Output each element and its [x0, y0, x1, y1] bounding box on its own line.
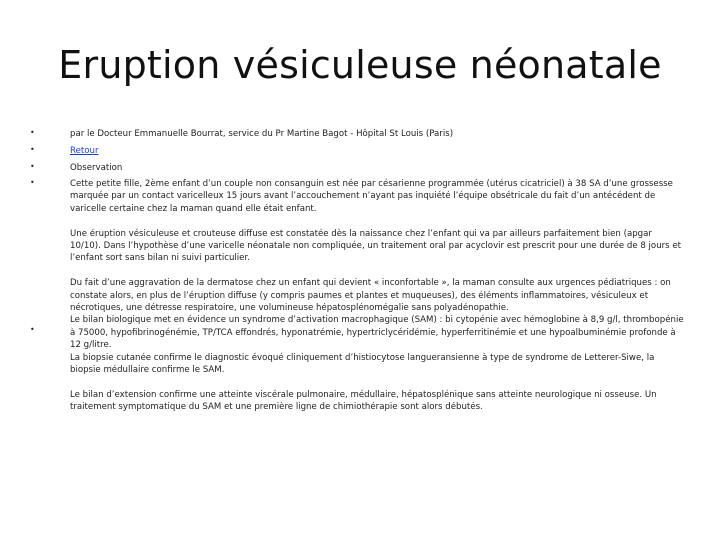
observation-heading: Observation — [70, 163, 123, 173]
observation-paragraph: La biopsie cutanée confirme le diagnostic évoqué cliniquement d’histiocytose langueransienne à type de syndrome de Letterer-Siwe, la biopsie médullaire confirme le SAM. — [70, 352, 655, 376]
observation-paragraph: Du fait d’une aggravation de la dermatose chez un enfant qui devient « inconfortable », la maman consulte aux urgences pédiatriques : on constate alors, en plus de l’éruption diffuse (y compris paumes et plantes et muqueuses), des éléments inflammatoires, vésiculeux et nécrotiques, une détresse respiratoire, une volumineuse hépatosplénomégalie sans polyadénopathie. — [70, 278, 671, 314]
back-link[interactable]: Retour — [70, 146, 99, 156]
observation-paragraph: Le bilan biologique met en évidence un syndrome d’activation macrophagique (SAM) : bi cytopénie avec hémoglobine à 8,9 g/l, thrombopénie à 75000, hypofibrinogénémie, TP/TCA effondrés, hyponatrémie, hypertriclycéridémie, hyperferritinémie et une hypoalbuminémie profonde à 12 g/litre. — [70, 315, 684, 351]
observation-body — [70, 178, 684, 414]
observation-paragraph: Le bilan d’extension confirme une atteinte viscérale pulmonaire, médullaire, hépatosplénique sans atteinte neurologique ni osseuse. Un traitement symptomatique du SAM et une première ligne de chimiothérapie sont alors débutés. — [70, 389, 657, 413]
observation-paragraph: Une éruption vésiculeuse et crouteuse diffuse est constatée dès la naissance chez l’enfant qui va par ailleurs parfaitement bien (apgar 10/10). Dans l’hypothèse d’une varicelle néonatale non compliquée, un traitement oral par acyclovir est prescrit pour une durée de 8 jours et l’enfant sort sans bilan ni suivi particulier. — [70, 228, 682, 264]
author-line: par le Docteur Emmanuelle Bourrat, service du Pr Martine Bagot - Hôpital St Louis (Paris) — [70, 129, 454, 139]
page-title: Eruption vésiculeuse néonatale — [58, 43, 662, 88]
bullet-marker: • — [30, 178, 35, 187]
bullet-marker: • — [30, 162, 35, 171]
observation-paragraph: Cette petite fille, 2ème enfant d’un couple non consanguin est née par césarienne programmée (utérus cicatriciel) à 38 SA d’une grossesse marquée par un contact varicelleux 15 jours avant l’accouchement n’ayant pas inquiété l’équipe obsétricale du fait d’un antécédent de varicelle certaine chez la maman quand elle était enfant. — [70, 179, 673, 214]
bullet-marker: • — [30, 145, 35, 154]
bullet-marker: • — [30, 128, 35, 137]
bullet-marker: • — [30, 325, 35, 334]
